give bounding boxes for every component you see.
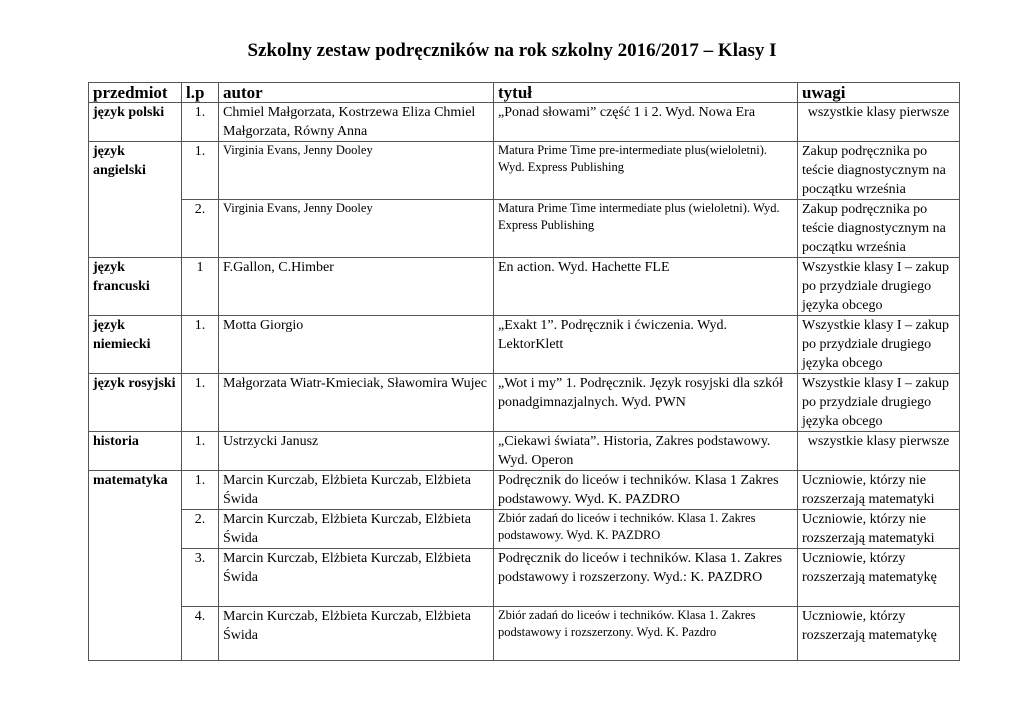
table-row	[89, 607, 960, 661]
subject-cell: historia	[89, 432, 182, 471]
notes-cell: Zakup podręcznika po teście diagnostycznym na początku września	[798, 200, 960, 258]
notes-cell: wszystkie klasy pierwsze	[798, 103, 960, 142]
title-cell: „Wot i my” 1. Podręcznik. Język rosyjski dla szkół ponadgimnazjalnych. Wyd. PWN	[494, 374, 798, 432]
table-row	[89, 316, 960, 374]
number-cell: 1.	[182, 316, 219, 374]
header-number: l.p	[182, 83, 219, 103]
number-cell: 1.	[182, 142, 219, 200]
subject-cell: język polski	[89, 103, 182, 142]
notes-cell: Uczniowie, którzy nie rozszerzają matematyki	[798, 471, 960, 510]
author-cell: Marcin Kurczab, Elżbieta Kurczab, Elżbieta Świda	[219, 510, 494, 549]
number-cell: 2.	[182, 200, 219, 258]
title-cell: Zbiór zadań do liceów i techników. Klasa 1. Zakres podstawowy i rozszerzony. Wyd. K. Pazdro	[494, 607, 798, 661]
title-cell: En action. Wyd. Hachette FLE	[494, 258, 798, 316]
author-cell: Chmiel Małgorzata, Kostrzewa Eliza Chmiel Małgorzata, Równy Anna	[219, 103, 494, 142]
notes-cell: Uczniowie, którzy nie rozszerzają matematyki	[798, 510, 960, 549]
title-cell: Matura Prime Time pre-intermediate plus(wieloletni). Wyd. Express Publishing	[494, 142, 798, 200]
notes-cell: Zakup podręcznika po teście diagnostycznym na początku września	[798, 142, 960, 200]
table-row	[89, 142, 960, 200]
number-cell: 4.	[182, 607, 219, 661]
title-cell: „Exakt 1”. Podręcznik i ćwiczenia. Wyd. LektorKlett	[494, 316, 798, 374]
page-title: Szkolny zestaw podręczników na rok szkolny 2016/2017 – Klasy I	[247, 40, 777, 61]
notes-cell: Uczniowie, którzy rozszerzają matematykę	[798, 549, 960, 607]
author-cell: Marcin Kurczab, Elżbieta Kurczab, Elżbieta Świda	[219, 549, 494, 607]
author-cell: Marcin Kurczab, Elżbieta Kurczab, Elżbieta Świda	[219, 607, 494, 661]
textbook-table	[88, 82, 960, 661]
notes-cell: Wszystkie klasy I – zakup po przydziale drugiego języka obcego	[798, 316, 960, 374]
author-cell: Motta Giorgio	[219, 316, 494, 374]
table-row	[89, 432, 960, 471]
notes-cell: wszystkie klasy pierwsze	[798, 432, 960, 471]
number-cell: 1	[182, 258, 219, 316]
number-cell: 2.	[182, 510, 219, 549]
author-cell: Ustrzycki Janusz	[219, 432, 494, 471]
author-cell: Marcin Kurczab, Elżbieta Kurczab, Elżbieta Świda	[219, 471, 494, 510]
subject-cell: język niemiecki	[89, 316, 182, 374]
number-cell: 1.	[182, 432, 219, 471]
author-cell: F.Gallon, C.Himber	[219, 258, 494, 316]
header-title: tytuł	[494, 83, 798, 103]
table-row	[89, 510, 960, 549]
table-row	[89, 258, 960, 316]
subject-cell: język angielski	[89, 142, 182, 258]
notes-cell: Wszystkie klasy I – zakup po przydziale drugiego języka obcego	[798, 258, 960, 316]
number-cell: 3.	[182, 549, 219, 607]
title-cell: Matura Prime Time intermediate plus (wieloletni). Wyd. Express Publishing	[494, 200, 798, 258]
number-cell: 1.	[182, 374, 219, 432]
notes-cell: Wszystkie klasy I – zakup po przydziale drugiego języka obcego	[798, 374, 960, 432]
header-notes: uwagi	[798, 83, 960, 103]
author-cell: Virginia Evans, Jenny Dooley	[219, 200, 494, 258]
table-row	[89, 200, 960, 258]
author-cell: Małgorzata Wiatr-Kmieciak, Sławomira Wujec	[219, 374, 494, 432]
number-cell: 1.	[182, 103, 219, 142]
table-row	[89, 549, 960, 607]
header-author: autor	[219, 83, 494, 103]
table-row	[89, 374, 960, 432]
table-header-row	[89, 83, 960, 103]
title-cell: Podręcznik do liceów i techników. Klasa 1 Zakres podstawowy. Wyd. K. PAZDRO	[494, 471, 798, 510]
subject-cell: język francuski	[89, 258, 182, 316]
author-cell: Virginia Evans, Jenny Dooley	[219, 142, 494, 200]
number-cell: 1.	[182, 471, 219, 510]
title-cell: Podręcznik do liceów i techników. Klasa 1. Zakres podstawowy i rozszerzony. Wyd.: K. PAZDRO	[494, 549, 798, 607]
table-row	[89, 471, 960, 510]
notes-cell: Uczniowie, którzy rozszerzają matematykę	[798, 607, 960, 661]
title-cell: „Ciekawi świata”. Historia, Zakres podstawowy. Wyd. Operon	[494, 432, 798, 471]
header-subject: przedmiot	[89, 83, 182, 103]
table-row	[89, 103, 960, 142]
title-cell: Zbiór zadań do liceów i techników. Klasa 1. Zakres podstawowy. Wyd. K. PAZDRO	[494, 510, 798, 549]
subject-cell: język rosyjski	[89, 374, 182, 432]
title-cell: „Ponad słowami” część 1 i 2. Wyd. Nowa Era	[494, 103, 798, 142]
subject-cell: matematyka	[89, 471, 182, 661]
